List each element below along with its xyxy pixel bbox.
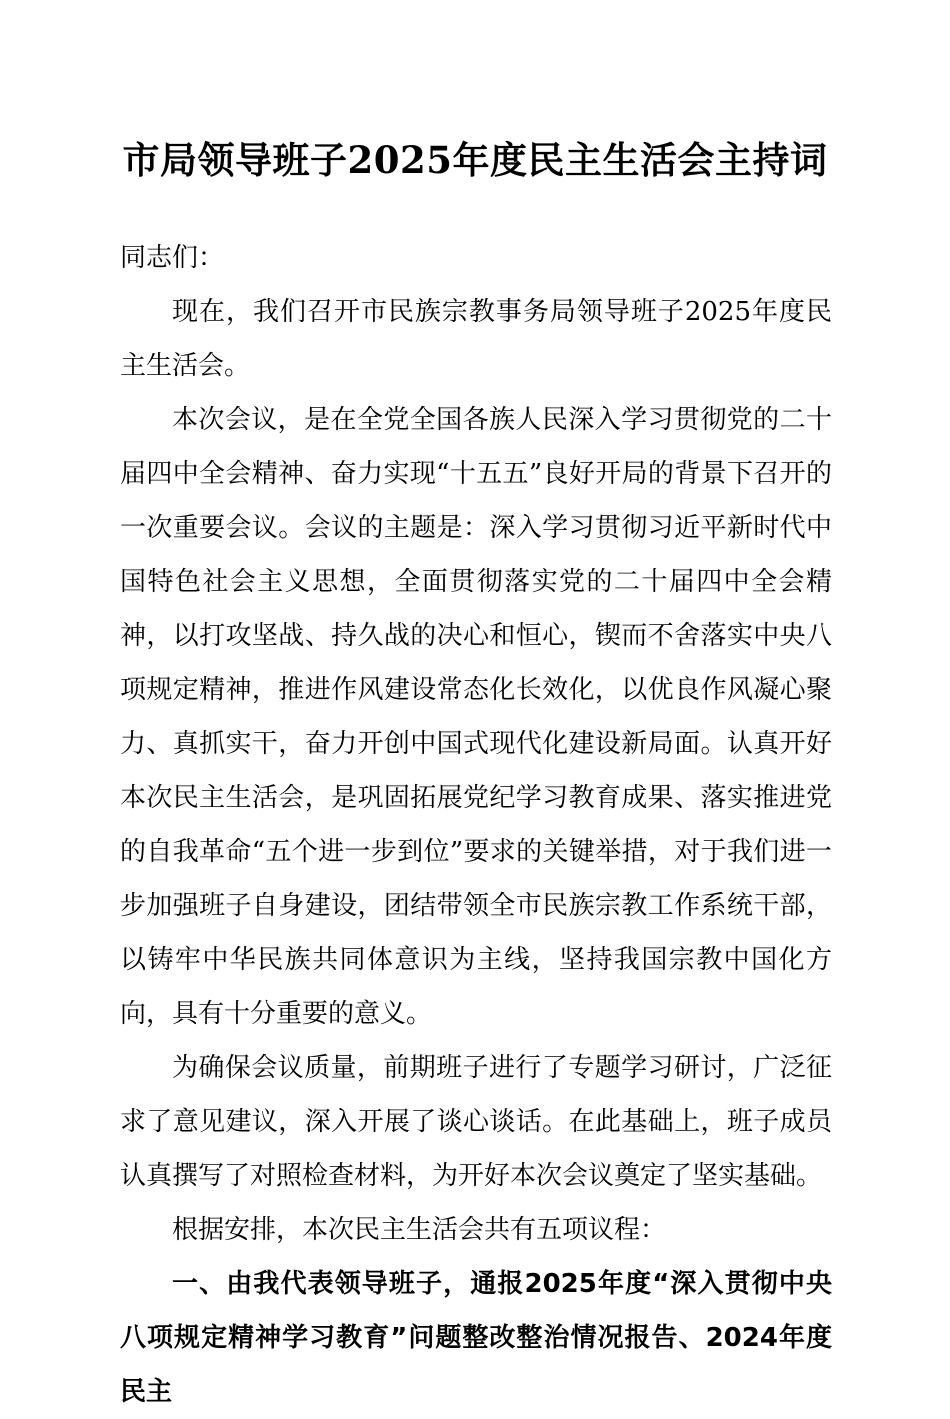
- paragraph-opening: 现在，我们召开市民族宗教事务局领导班子2025年度民主生活会。: [120, 297, 832, 381]
- document-body: [120, 231, 832, 1419]
- paragraph-agenda-intro: 根据安排，本次民主生活会共有五项议程：: [172, 1215, 667, 1245]
- paragraph-significance: 本次会议，是在全党全国各族人民深入学习贯彻党的二十届四中全会精神、奋力实现“十五五”良好开局的背景下召开的一次重要会议。会议的主题是：深入学习贯彻习近平新时代中国特色社会主义思想，全面贯彻落实党的二十届四中全会精神，以打攻坚战、持久战的决心和恒心，锲而不舍落实中央八项规定精神，推进作风建设常态化长效化，以优良作风凝心聚力、真抓实干，奋力开创中国式现代化建设新局面。认真开好本次民主生活会，是巩固拓展党纪学习教育成果、落实推进党的自我革命“五个进一步到位”要求的关键举措，对于我们进一步加强班子自身建设，团结带领全市民族宗教工作系统干部，以铸牢中华民族共同体意识为主线，坚持我国宗教中国化方向，具有十分重要的意义。: [120, 405, 832, 1029]
- document-title: 市局领导班子2025年度民主生活会主持词: [122, 138, 828, 182]
- salutation: 同志们：: [120, 243, 225, 273]
- paragraph-preparation: 为确保会议质量，前期班子进行了专题学习研讨，广泛征求了意见建议，深入开展了谈心谈话。在此基础上，班子成员认真撰写了对照检查材料，为开好本次会议奠定了坚实基础。: [120, 1053, 832, 1191]
- paragraph-agenda-item-1: 一、由我代表领导班子，通报2025年度“深入贯彻中央八项规定精神学习教育”问题整改整治情况报告、2024年度民主: [120, 1269, 832, 1407]
